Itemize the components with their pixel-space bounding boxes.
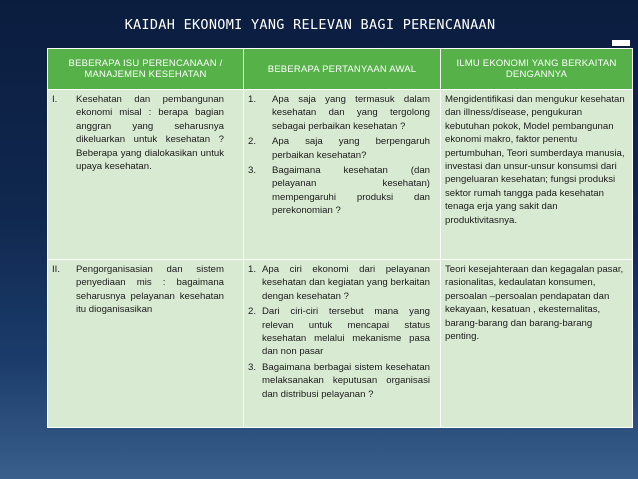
table-header-row [48, 49, 633, 90]
questions-cell [244, 90, 441, 260]
questions-cell [244, 260, 441, 428]
question-number: 2. [248, 306, 257, 318]
issue-text: Kesehatan dan pembangunan ekonomi misal : berapa bagian anggran yang seharusnya dikeluarkan untuk kesehatan ? Beberapa yang dialokasikan untuk upaya kesehatan. [76, 94, 224, 173]
question-number: 3. [248, 165, 257, 177]
issue-number: I. [52, 94, 58, 105]
question-item [248, 263, 436, 303]
economics-table [47, 48, 633, 428]
question-text: Apa saja yang berpengaruh perbaikan kesehatan? [272, 136, 430, 161]
question-number: 1. [248, 264, 257, 275]
question-item [248, 305, 436, 359]
question-text: Bagaimana kesehatan (dan pelayanan kesehatan) mempengaruhi produksi dan perekonomian ? [272, 165, 430, 217]
question-number: 1. [248, 94, 257, 105]
issue-text: Pengorganisasian dan sistem penyediaan mis : bagaimana seharusnya pelayanan kesehatan itu dioganisasikan [76, 264, 224, 316]
question-number: 2. [248, 136, 257, 148]
question-item [248, 93, 436, 133]
header-questions: BEBERAPA PERTANYAAN AWAL [244, 49, 441, 90]
economics-cell: Teori kesejahteraan dan kegagalan pasar, rasionalitas, kedaulatan konsumen, persoalan –persoalan pendapatan dan kekayaan, kesatuan , ekesternalitas, barang-barang dan barang-barang penting. [441, 260, 633, 428]
header-economics: ILMU EKONOMI YANG BERKAITAN DENGANNYA [441, 49, 633, 90]
slide-title: KAIDAH EKONOMI YANG RELEVAN BAGI PERENCANAAN [124, 17, 496, 33]
question-text: Apa ciri ekonomi dari pelayanan kesehatan dan kegiatan yang berkaitan dengan kesehatan ? [262, 264, 430, 302]
issue-cell [48, 90, 244, 260]
question-text: Dari ciri-ciri tersebut mana yang relevan untuk mencapai status kesehatan melalui mekanisme pasa dan non pasar [262, 306, 430, 358]
table-row [48, 90, 633, 260]
question-number: 3. [248, 361, 257, 373]
issue-number: II. [52, 264, 60, 275]
question-item [248, 361, 436, 401]
question-text: Apa saja yang termasuk dalam kesehatan dan yang tergolong sebagai perbaikan kesehatan ? [272, 94, 430, 132]
question-text: Bagaimana berbagai sistem kesehatan melaksanakan keputusan organisasi dan distribusi pelayanan ? [262, 361, 430, 400]
question-item [248, 135, 436, 162]
question-item [248, 164, 436, 218]
economics-cell: Mengidentifikasi dan mengukur kesehatan dan illness/disease, pengukuran kebutuhan pokok, Model pembangunan ekonomi makro, faktor penentu pertumbuhan, Teori sumberdaya manusia, investasi dan unsur-unsur konsumsi dari pengeluaran kesehatan; fungsi produksi sektor rumah tangga pada kesehatan tenaga erja yang sakit dan produktivitasnya. [441, 90, 633, 260]
issue-cell [48, 260, 244, 428]
table-row [48, 260, 633, 428]
header-issues: BEBERAPA ISU PERENCANAAN / MANAJEMEN KESEHATAN [48, 49, 244, 90]
